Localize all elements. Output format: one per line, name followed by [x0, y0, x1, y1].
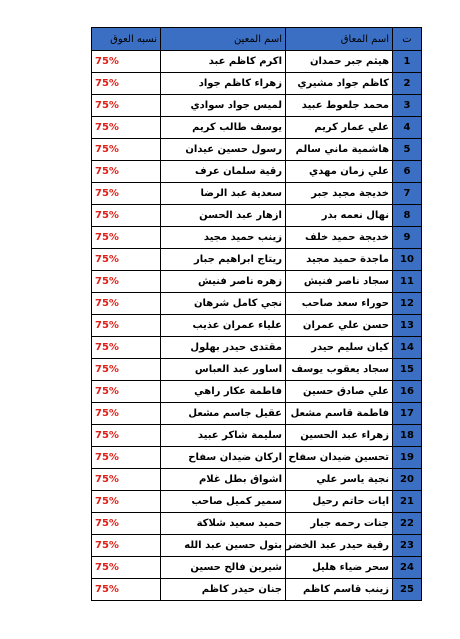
disability-percent-cell: 75%: [92, 337, 161, 359]
disabled-name-cell: علي صادق حسين: [286, 381, 393, 403]
disability-percent-cell: 75%: [92, 271, 161, 293]
disabled-name-cell: تحسين ضيدان سفاح: [286, 447, 393, 469]
row-index: 13: [393, 315, 422, 337]
table-row: [92, 469, 422, 491]
disabled-name-cell: كيان سليم حيدر: [286, 337, 393, 359]
row-index: 5: [393, 139, 422, 161]
caregiver-name-cell: زهره ناصر فنيش: [161, 271, 286, 293]
row-index: 12: [393, 293, 422, 315]
caregiver-name-cell: يوسف طالب كريم: [161, 117, 286, 139]
header-row: [92, 28, 422, 51]
caregiver-name-cell: ريتاج ابراهيم جبار: [161, 249, 286, 271]
disability-percent-cell: 75%: [92, 491, 161, 513]
row-index: 14: [393, 337, 422, 359]
caregiver-name-cell: رقية سلمان عرف: [161, 161, 286, 183]
table-row: [92, 337, 422, 359]
row-index: 11: [393, 271, 422, 293]
header-disability-percent: نسبه العوق: [92, 28, 161, 51]
disabled-name-cell: محمد جلعوط عبيد: [286, 95, 393, 117]
table-row: [92, 491, 422, 513]
disability-percent-cell: 75%: [92, 315, 161, 337]
disabled-name-cell: زهراء عبد الحسين: [286, 425, 393, 447]
table-row: [92, 425, 422, 447]
row-index: 3: [393, 95, 422, 117]
caregiver-name-cell: لميس جواد سوادي: [161, 95, 286, 117]
disabled-name-cell: علي عمار كريم: [286, 117, 393, 139]
caregiver-name-cell: بتول حسين عبد الله: [161, 535, 286, 557]
row-index: 10: [393, 249, 422, 271]
row-index: 21: [393, 491, 422, 513]
row-index: 23: [393, 535, 422, 557]
disabled-name-cell: فاطمة قاسم مشعل: [286, 403, 393, 425]
caregiver-name-cell: اركان ضيدان سفاح: [161, 447, 286, 469]
disabled-name-cell: هاشمية ماني سالم: [286, 139, 393, 161]
table-row: [92, 403, 422, 425]
table-row: [92, 117, 422, 139]
disability-percent-cell: 75%: [92, 73, 161, 95]
disabled-name-cell: حوراء سعد صاحب: [286, 293, 393, 315]
row-index: 4: [393, 117, 422, 139]
table-row: [92, 557, 422, 579]
table-row: [92, 381, 422, 403]
disabled-name-cell: ماجدة حميد مجيد: [286, 249, 393, 271]
header-caregiver-name: اسم المعين: [161, 28, 286, 51]
disabled-name-cell: خديجة مجيد جبر: [286, 183, 393, 205]
row-index: 7: [393, 183, 422, 205]
row-index: 1: [393, 51, 422, 73]
row-index: 25: [393, 579, 422, 601]
disability-percent-cell: 75%: [92, 227, 161, 249]
row-index: 20: [393, 469, 422, 491]
disabled-name-cell: علي زمان مهدي: [286, 161, 393, 183]
table-row: [92, 513, 422, 535]
caregiver-name-cell: عقيل جاسم مشعل: [161, 403, 286, 425]
caregiver-name-cell: سليمة شاكر عبيد: [161, 425, 286, 447]
disability-percent-cell: 75%: [92, 359, 161, 381]
caregiver-name-cell: شيرين فالح حسين: [161, 557, 286, 579]
table-row: [92, 271, 422, 293]
table-row: [92, 293, 422, 315]
disability-percent-cell: 75%: [92, 557, 161, 579]
table-row: [92, 447, 422, 469]
disabled-name-cell: نجية ياسر علي: [286, 469, 393, 491]
caregiver-name-cell: سمير كميل صاحب: [161, 491, 286, 513]
caregiver-name-cell: حميد سعيد شلاكة: [161, 513, 286, 535]
caregiver-name-cell: زهراء كاظم جواد: [161, 73, 286, 95]
caregiver-name-cell: رسول حسين عيدان: [161, 139, 286, 161]
table-header: [92, 28, 422, 51]
caregiver-name-cell: اكرم كاظم عبد: [161, 51, 286, 73]
disabled-name-cell: رقية حيدر عبد الخضر: [286, 535, 393, 557]
disability-percent-cell: 75%: [92, 293, 161, 315]
header-index: ت: [393, 28, 422, 51]
disability-percent-cell: 75%: [92, 205, 161, 227]
table-row: [92, 51, 422, 73]
caregiver-name-cell: سعدية عبد الرضا: [161, 183, 286, 205]
disabled-name-cell: ايات حاتم رحيل: [286, 491, 393, 513]
disabled-name-cell: سجاد ناصر فنيش: [286, 271, 393, 293]
disability-percent-cell: 75%: [92, 513, 161, 535]
disability-percent-cell: 75%: [92, 447, 161, 469]
table-row: [92, 95, 422, 117]
beneficiaries-table: [91, 27, 422, 601]
disability-percent-cell: 75%: [92, 381, 161, 403]
disability-percent-cell: 75%: [92, 183, 161, 205]
header-disabled-name: اسم المعاق: [286, 28, 393, 51]
caregiver-name-cell: ازهار عبد الحسن: [161, 205, 286, 227]
caregiver-name-cell: جنان حيدر كاظم: [161, 579, 286, 601]
disability-percent-cell: 75%: [92, 535, 161, 557]
table-row: [92, 249, 422, 271]
disabled-name-cell: هيثم جبر حمدان: [286, 51, 393, 73]
disability-percent-cell: 75%: [92, 249, 161, 271]
row-index: 2: [393, 73, 422, 95]
caregiver-name-cell: علياء عمران عذيب: [161, 315, 286, 337]
table-row: [92, 139, 422, 161]
disabled-name-cell: سجاد يعقوب يوسف: [286, 359, 393, 381]
table-row: [92, 161, 422, 183]
disabled-name-cell: خديجة حميد خلف: [286, 227, 393, 249]
caregiver-name-cell: اساور عبد العباس: [161, 359, 286, 381]
row-index: 22: [393, 513, 422, 535]
disabled-name-cell: نهال نعمه بدر: [286, 205, 393, 227]
disabled-name-cell: زينب قاسم كاظم: [286, 579, 393, 601]
disabled-name-cell: سحر ضياء هليل: [286, 557, 393, 579]
disability-percent-cell: 75%: [92, 51, 161, 73]
row-index: 15: [393, 359, 422, 381]
row-index: 17: [393, 403, 422, 425]
disabled-name-cell: حسن علي عمران: [286, 315, 393, 337]
caregiver-name-cell: زينب حميد مجيد: [161, 227, 286, 249]
row-index: 24: [393, 557, 422, 579]
disability-percent-cell: 75%: [92, 161, 161, 183]
table-row: [92, 227, 422, 249]
row-index: 19: [393, 447, 422, 469]
disability-percent-cell: 75%: [92, 403, 161, 425]
caregiver-name-cell: فاطمة عكار راهي: [161, 381, 286, 403]
disability-percent-cell: 75%: [92, 579, 161, 601]
row-index: 9: [393, 227, 422, 249]
disability-percent-cell: 75%: [92, 117, 161, 139]
table-row: [92, 579, 422, 601]
table-row: [92, 535, 422, 557]
table-row: [92, 73, 422, 95]
table-row: [92, 205, 422, 227]
caregiver-name-cell: نجي كامل شرهان: [161, 293, 286, 315]
disability-percent-cell: 75%: [92, 139, 161, 161]
disability-percent-cell: 75%: [92, 469, 161, 491]
disability-percent-cell: 75%: [92, 425, 161, 447]
caregiver-name-cell: اشواق بطل غلام: [161, 469, 286, 491]
row-index: 8: [393, 205, 422, 227]
row-index: 18: [393, 425, 422, 447]
caregiver-name-cell: مقتدى حيدر بهلول: [161, 337, 286, 359]
table-row: [92, 359, 422, 381]
disability-percent-cell: 75%: [92, 95, 161, 117]
table-row: [92, 183, 422, 205]
disabled-name-cell: جنات رحمه جبار: [286, 513, 393, 535]
row-index: 6: [393, 161, 422, 183]
table-row: [92, 315, 422, 337]
table-body: [92, 51, 422, 601]
row-index: 16: [393, 381, 422, 403]
disabled-name-cell: كاظم جواد مشيري: [286, 73, 393, 95]
